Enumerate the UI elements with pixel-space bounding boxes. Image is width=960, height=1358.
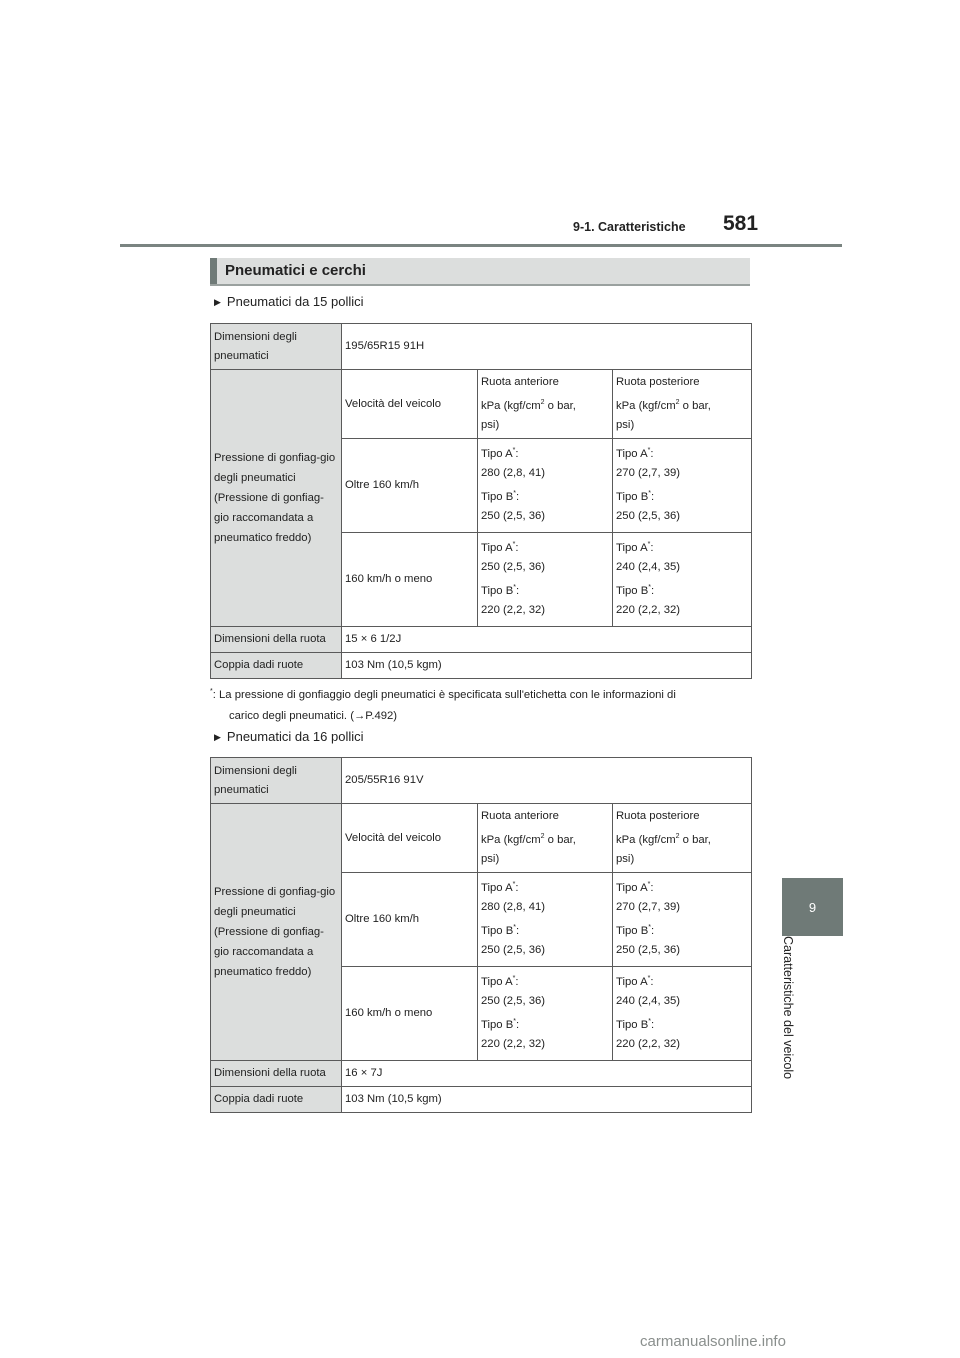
rear-pressure-over-160: Tipo A*: 270 (2,7, 39) Tipo B*: 250 (2,5, 36) [613,439,752,533]
front-wheel-header: Ruota anteriore kPa ($kgf/cm^2$ o bar, psi) [478,370,613,439]
footnote: *: La pressione di gonfiaggio degli pneumatici è specificata sull'etichetta con le informazioni di carico degli pneumatici. (→P.492) [210,688,676,722]
rear-pressure-over-160: Tipo A*: 270 (2,7, 39) Tipo B*: 250 (2,5, 36) [613,873,752,967]
torque-label: Coppia dadi ruote [211,653,342,679]
tire-spec-table-15-inch [210,323,752,679]
tire-size-value: 205/55R16 91V [342,758,752,804]
wheel-size-value: 16 × 7J [342,1061,752,1087]
tire-size-label: Dimensioni degli pneumatici [211,324,342,370]
section-heading-bar [210,258,217,284]
triangle-arrow-icon: ▶ [214,297,221,307]
speed-column-header: Velocità del veicolo [342,370,478,439]
rear-wheel-header: Ruota posteriore kPa ($kgf/cm^2$ o bar, psi) [613,804,752,873]
section-title: Pneumatici e cerchi [225,262,366,279]
wheel-size-label: Dimensioni della ruota [211,1061,342,1087]
speed-column-header: Velocità del veicolo [342,804,478,873]
tire-size-value: 195/65R15 91H [342,324,752,370]
rear-pressure-160-or-less: Tipo A*: 240 (2,4, 35) Tipo B*: 220 (2,2, 32) [613,533,752,627]
torque-label: Coppia dadi ruote [211,1087,342,1113]
front-pressure-160-or-less: Tipo A*: 250 (2,5, 36) Tipo B*: 220 (2,2, 32) [478,533,613,627]
header-divider [120,244,842,247]
torque-value: 103 Nm (10,5 kgm) [342,1087,752,1113]
rear-wheel-header: Ruota posteriore kPa ($kgf/cm^2$ o bar, psi) [613,370,752,439]
torque-value: 103 Nm (10,5 kgm) [342,653,752,679]
pressure-label: Pressione di gonfiag-gio degli pneumatici (Pressione di gonfiag-gio raccomandata a pneumatico freddo) [211,804,342,1061]
subheading-label: Pneumatici da 16 pollici [226,729,364,744]
speed-160-or-less: 160 km/h o meno [342,967,478,1061]
section-heading [210,258,750,286]
wheel-size-value: 15 × 6 1/2J [342,627,752,653]
speed-160-or-less: 160 km/h o meno [342,533,478,627]
page-number: 581 [723,212,759,235]
front-pressure-160-or-less: Tipo A*: 250 (2,5, 36) Tipo B*: 220 (2,2, 32) [478,967,613,1061]
watermark: carmanualsonline.info [640,1333,786,1350]
front-pressure-over-160: Tipo A*: 280 (2,8, 41) Tipo B*: 250 (2,5, 36) [478,439,613,533]
subheading-label: Pneumatici da 15 pollici [226,294,364,309]
page-header-section: 9-1. Caratteristiche [573,220,686,234]
rear-pressure-160-or-less: Tipo A*: 240 (2,4, 35) Tipo B*: 220 (2,2, 32) [613,967,752,1061]
tire-size-label: Dimensioni degli pneumatici [211,758,342,804]
tire-spec-table-16-inch [210,757,752,1113]
subheading-15-inch [214,294,364,309]
chapter-tab [782,878,843,936]
speed-over-160: Oltre 160 km/h [342,873,478,967]
speed-over-160: Oltre 160 km/h [342,439,478,533]
chapter-number: 9 [808,899,817,915]
triangle-arrow-icon: ▶ [214,732,221,742]
pressure-label: Pressione di gonfiag-gio degli pneumatici (Pressione di gonfiag-gio raccomandata a pneumatico freddo) [211,370,342,627]
front-wheel-header: Ruota anteriore kPa ($kgf/cm^2$ o bar, psi) [478,804,613,873]
subheading-16-inch [214,729,364,744]
wheel-size-label: Dimensioni della ruota [211,627,342,653]
front-pressure-over-160: Tipo A*: 280 (2,8, 41) Tipo B*: 250 (2,5, 36) [478,873,613,967]
chapter-title: Caratteristiche del veicolo [781,936,795,1080]
